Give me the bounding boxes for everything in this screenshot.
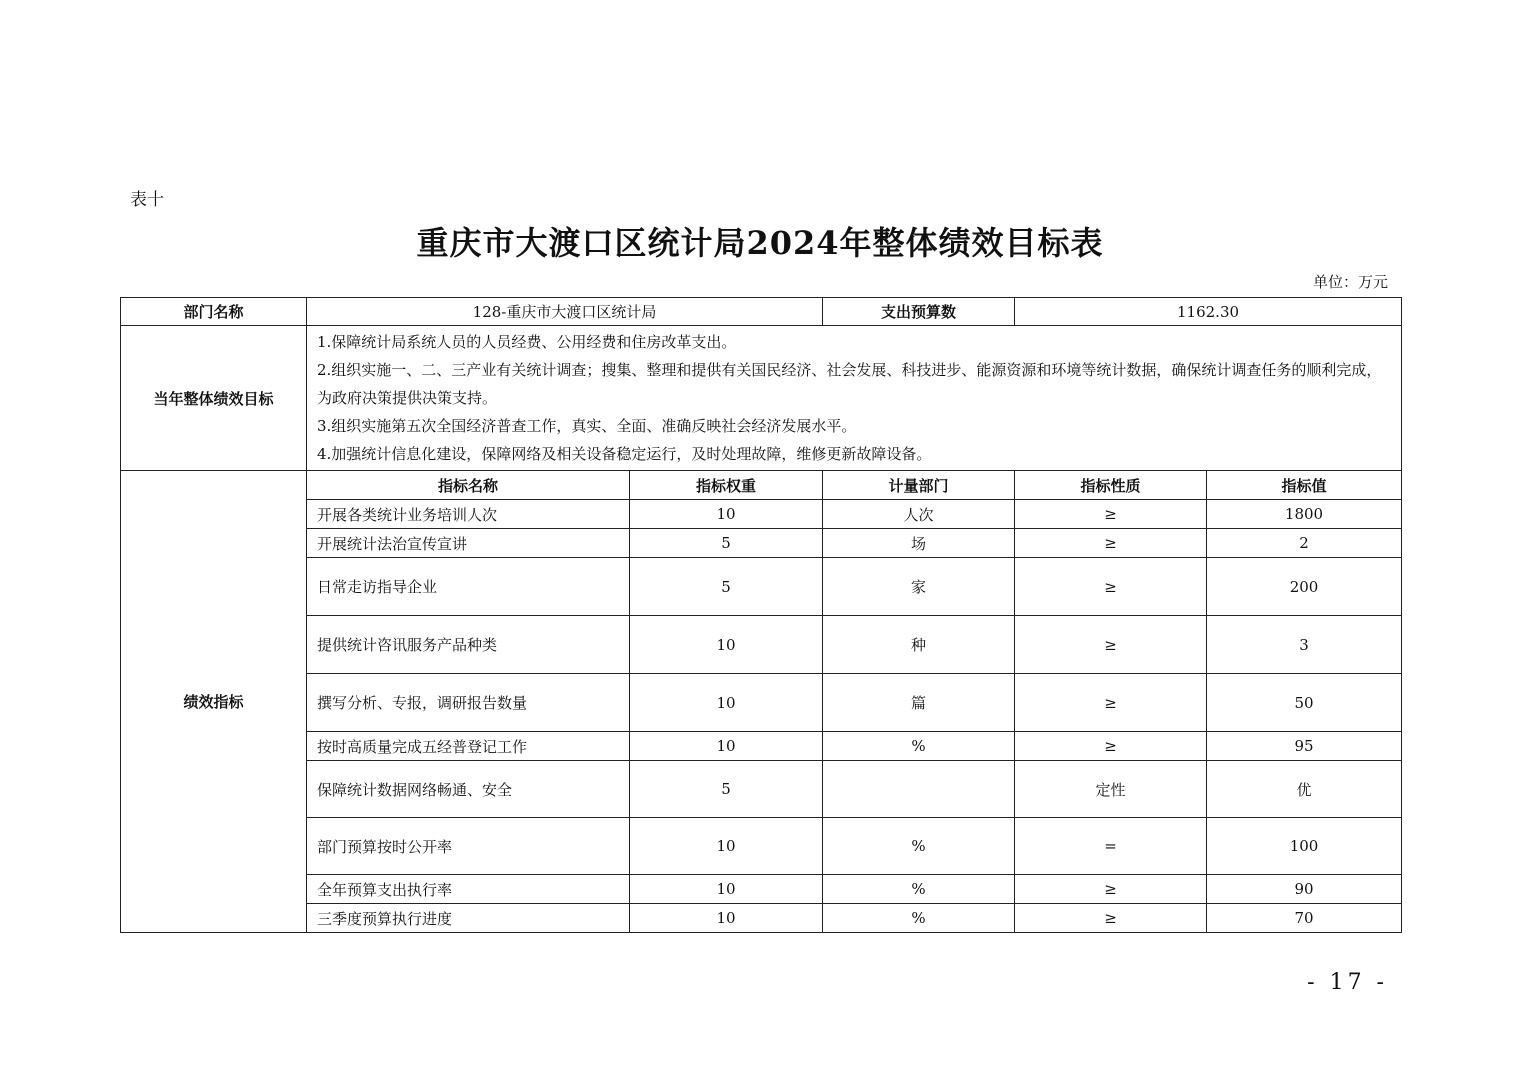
indicator-nature: ≥ xyxy=(1015,674,1207,732)
indicator-name: 保障统计数据网络畅通、安全 xyxy=(307,761,630,818)
indicator-value: 优 xyxy=(1207,761,1402,818)
column-header-unit: 计量部门 xyxy=(823,471,1015,500)
column-header-weight: 指标权重 xyxy=(630,471,823,500)
indicator-weight: 5 xyxy=(630,761,823,818)
goals-label: 当年整体绩效目标 xyxy=(121,326,307,471)
indicator-unit: % xyxy=(823,904,1015,933)
table-number-label: 表十 xyxy=(130,190,164,210)
indicators-label: 绩效指标 xyxy=(121,471,307,933)
indicator-weight: 10 xyxy=(630,500,823,529)
indicator-unit: 篇 xyxy=(823,674,1015,732)
indicator-unit: % xyxy=(823,818,1015,875)
table-row xyxy=(121,616,1402,674)
indicator-nature: ≥ xyxy=(1015,616,1207,674)
indicator-value: 2 xyxy=(1207,529,1402,558)
indicator-unit xyxy=(823,761,1015,818)
indicator-weight: 10 xyxy=(630,674,823,732)
indicator-weight: 5 xyxy=(630,529,823,558)
unit-label: 单位：万元 xyxy=(1312,273,1388,291)
indicator-value: 3 xyxy=(1207,616,1402,674)
table-row xyxy=(121,500,1402,529)
indicator-name: 全年预算支出执行率 xyxy=(307,875,630,904)
column-header-nature: 指标性质 xyxy=(1015,471,1207,500)
indicator-value: 50 xyxy=(1207,674,1402,732)
table-row xyxy=(121,529,1402,558)
indicator-nature: ≥ xyxy=(1015,500,1207,529)
indicator-unit: 人次 xyxy=(823,500,1015,529)
indicator-name: 提供统计咨讯服务产品种类 xyxy=(307,616,630,674)
indicator-name: 三季度预算执行进度 xyxy=(307,904,630,933)
indicator-nature: ≥ xyxy=(1015,732,1207,761)
table-row xyxy=(121,818,1402,875)
indicator-name: 按时高质量完成五经普登记工作 xyxy=(307,732,630,761)
indicator-weight: 10 xyxy=(630,616,823,674)
dept-name-label: 部门名称 xyxy=(121,298,307,326)
indicator-unit: 场 xyxy=(823,529,1015,558)
indicator-nature: ≥ xyxy=(1015,529,1207,558)
indicator-nature: ≥ xyxy=(1015,558,1207,616)
indicator-value: 90 xyxy=(1207,875,1402,904)
indicator-weight: 10 xyxy=(630,875,823,904)
goals-content xyxy=(307,326,1402,471)
table-row xyxy=(121,674,1402,732)
indicator-unit: % xyxy=(823,732,1015,761)
column-header-value: 指标值 xyxy=(1207,471,1402,500)
indicator-value: 1800 xyxy=(1207,500,1402,529)
table-row xyxy=(121,558,1402,616)
goal-line: 2.组织实施一、二、三产业有关统计调查；搜集、整理和提供有关国民经济、社会发展、科技进步、能源资源和环境等统计数据，确保统计调查任务的顺利完成，为政府决策提供决策支持。 xyxy=(317,361,1382,407)
budget-label: 支出预算数 xyxy=(823,298,1015,326)
goal-line: 1.保障统计局系统人员的人员经费、公用经费和住房改革支出。 xyxy=(317,333,737,351)
table-row xyxy=(121,904,1402,933)
table-row xyxy=(121,732,1402,761)
goal-line: 3.组织实施第五次全国经济普查工作，真实、全面、准确反映社会经济发展水平。 xyxy=(317,417,857,435)
indicator-unit: 家 xyxy=(823,558,1015,616)
table-row xyxy=(121,875,1402,904)
indicator-value: 100 xyxy=(1207,818,1402,875)
budget-value: 1162.30 xyxy=(1015,298,1402,326)
performance-target-table xyxy=(120,297,1402,933)
indicator-weight: 10 xyxy=(630,732,823,761)
indicator-nature: 定性 xyxy=(1015,761,1207,818)
goal-line: 4.加强统计信息化建设，保障网络及相关设备稳定运行，及时处理故障，维修更新故障设备。 xyxy=(317,445,932,463)
indicator-nature: ≥ xyxy=(1015,904,1207,933)
dept-name-value: 128-重庆市大渡口区统计局 xyxy=(307,298,823,326)
goals-row xyxy=(121,326,1402,471)
indicator-name: 开展各类统计业务培训人次 xyxy=(307,500,630,529)
indicator-name: 撰写分析、专报，调研报告数量 xyxy=(307,674,630,732)
header-row xyxy=(121,298,1402,326)
indicator-value: 200 xyxy=(1207,558,1402,616)
column-header-name: 指标名称 xyxy=(307,471,630,500)
indicator-column-header-row xyxy=(121,471,1402,500)
page-title: 重庆市大渡口区统计局2024年整体绩效目标表 xyxy=(416,224,1104,262)
indicator-weight: 10 xyxy=(630,904,823,933)
indicator-unit: % xyxy=(823,875,1015,904)
indicator-name: 日常走访指导企业 xyxy=(307,558,630,616)
indicator-nature: = xyxy=(1015,818,1207,875)
page-number: - 17 - xyxy=(1307,970,1388,995)
indicator-value: 70 xyxy=(1207,904,1402,933)
indicator-value: 95 xyxy=(1207,732,1402,761)
table-row xyxy=(121,761,1402,818)
indicator-unit: 种 xyxy=(823,616,1015,674)
indicator-weight: 5 xyxy=(630,558,823,616)
indicator-name: 部门预算按时公开率 xyxy=(307,818,630,875)
indicator-weight: 10 xyxy=(630,818,823,875)
indicator-nature: ≥ xyxy=(1015,875,1207,904)
indicator-name: 开展统计法治宣传宣讲 xyxy=(307,529,630,558)
